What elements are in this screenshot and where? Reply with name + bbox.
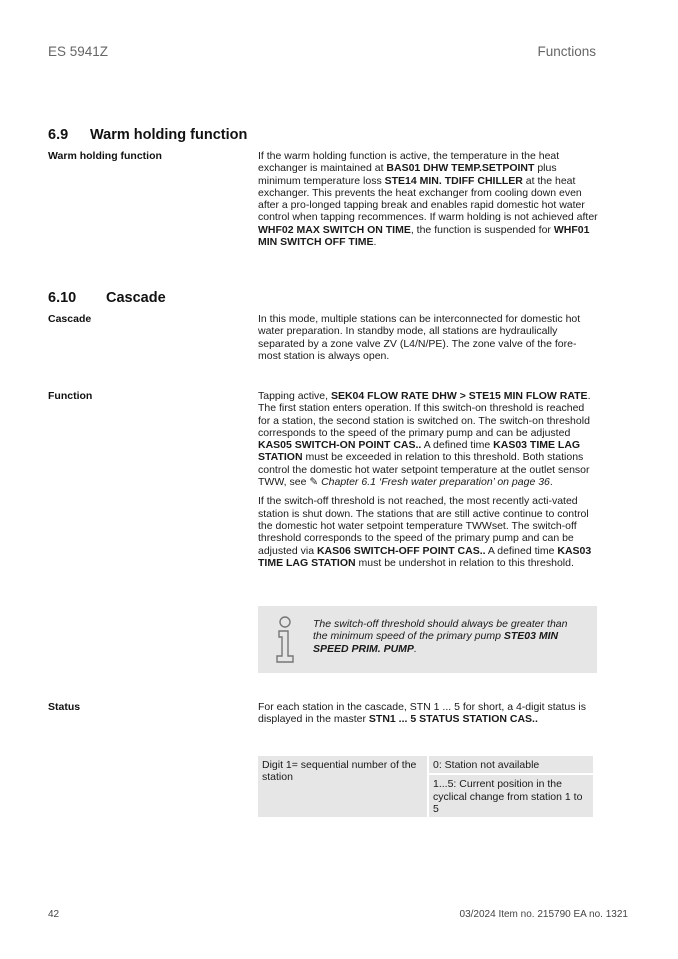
side-label-function: Function	[48, 390, 93, 402]
section-number: 6.10	[48, 290, 77, 306]
side-label-status: Status	[48, 701, 81, 713]
warm-holding-text	[258, 150, 598, 255]
header-doc-id: ES 5941Z	[48, 44, 109, 59]
paragraph: If the switch-off threshold is not reached, the most recently acti-vated station is shut down. The stations that are still active continue to control the domestic hot water setpoint temperature TWWset. The switch-off threshold corresponds to the speed of the primary pump and can be adjusted via KAS06 SWITCH-OFF POINT CAS.. A defined time KAS03 TIME LAG STATION must be undershot in relation to this threshold.	[258, 495, 592, 569]
table-row	[258, 756, 593, 773]
function-text	[258, 390, 598, 576]
note-box	[258, 606, 597, 673]
status-table	[256, 754, 595, 819]
cascade-text	[258, 313, 598, 369]
table-cell: 1...5: Current position in the cyclical change from station 1 to 5	[429, 775, 593, 817]
note-text: The switch-off threshold should always be greater than the minimum speed of the primary pump STE03 MIN SPEED PRIM. PUMP.	[313, 618, 568, 655]
cross-reference-icon: ✎	[309, 476, 319, 489]
paragraph: If the warm holding function is active, the temperature in the heat exchanger is maintained at BAS01 DHW TEMP.SETPOINT plus minimum temperature loss STE14 MIN. TDIFF CHILLER at the heat exchanger. This prevents the heat exchanger from cooling down even after a pro-longed tapping break and enables rapid domestic hot water control when tapping recommences. If warm holding is not achieved after WHF02 MAX SWITCH ON TIME, the function is suspended for WHF01 MIN SWITCH OFF TIME.	[258, 150, 598, 249]
table-cell: 0: Station not available	[429, 756, 593, 773]
table-cell-label: Digit 1= sequential number of the station	[258, 756, 427, 817]
info-icon	[272, 616, 298, 664]
side-label-warm-holding: Warm holding function	[48, 150, 162, 162]
side-label-cascade: Cascade	[48, 313, 92, 325]
status-text	[258, 701, 598, 733]
paragraph: For each station in the cascade, STN 1 ... 5 for short, a 4-digit status is displayed in the master STN1 ... 5 STATUS STATION CAS..	[258, 701, 586, 726]
section-title: Warm holding function	[90, 127, 248, 143]
section-heading-6-10	[48, 290, 166, 306]
footer-doc-info: 03/2024 Item no. 215790 EA no. 1321	[459, 909, 628, 920]
header-chapter: Functions	[537, 44, 596, 59]
section-title: Cascade	[106, 290, 166, 306]
page-number: 42	[48, 909, 60, 920]
section-number: 6.9	[48, 127, 69, 143]
section-heading-6-9	[48, 127, 247, 143]
chapter-link[interactable]: Chapter 6.1 ‘Fresh water preparation’ on page 36	[321, 476, 550, 489]
paragraph: In this mode, multiple stations can be interconnected for domestic hot water preparation. In standby mode, all stations are hydraulically separated by a zone valve ZV (L4/N/PE). The zone valve of the fore-most station is always open.	[258, 313, 581, 362]
paragraph: Tapping active, SEK04 FLOW RATE DHW > STE15 MIN FLOW RATE. The first station enters operation. If this switch-on threshold is reached for a station, the second station is switched on. The switch-on threshold corresponds to the speed of the primary pump and can be adjusted KAS05 SWITCH-ON POINT CAS.. A defined time KAS03 TIME LAG STATION must be exceeded in relation to this threshold. Both stations control the domestic hot water setpoint temperature at the outlet sensor TWW, see ✎ Chapter 6.1 ‘Fresh water preparation’ on page 36.	[258, 390, 591, 489]
